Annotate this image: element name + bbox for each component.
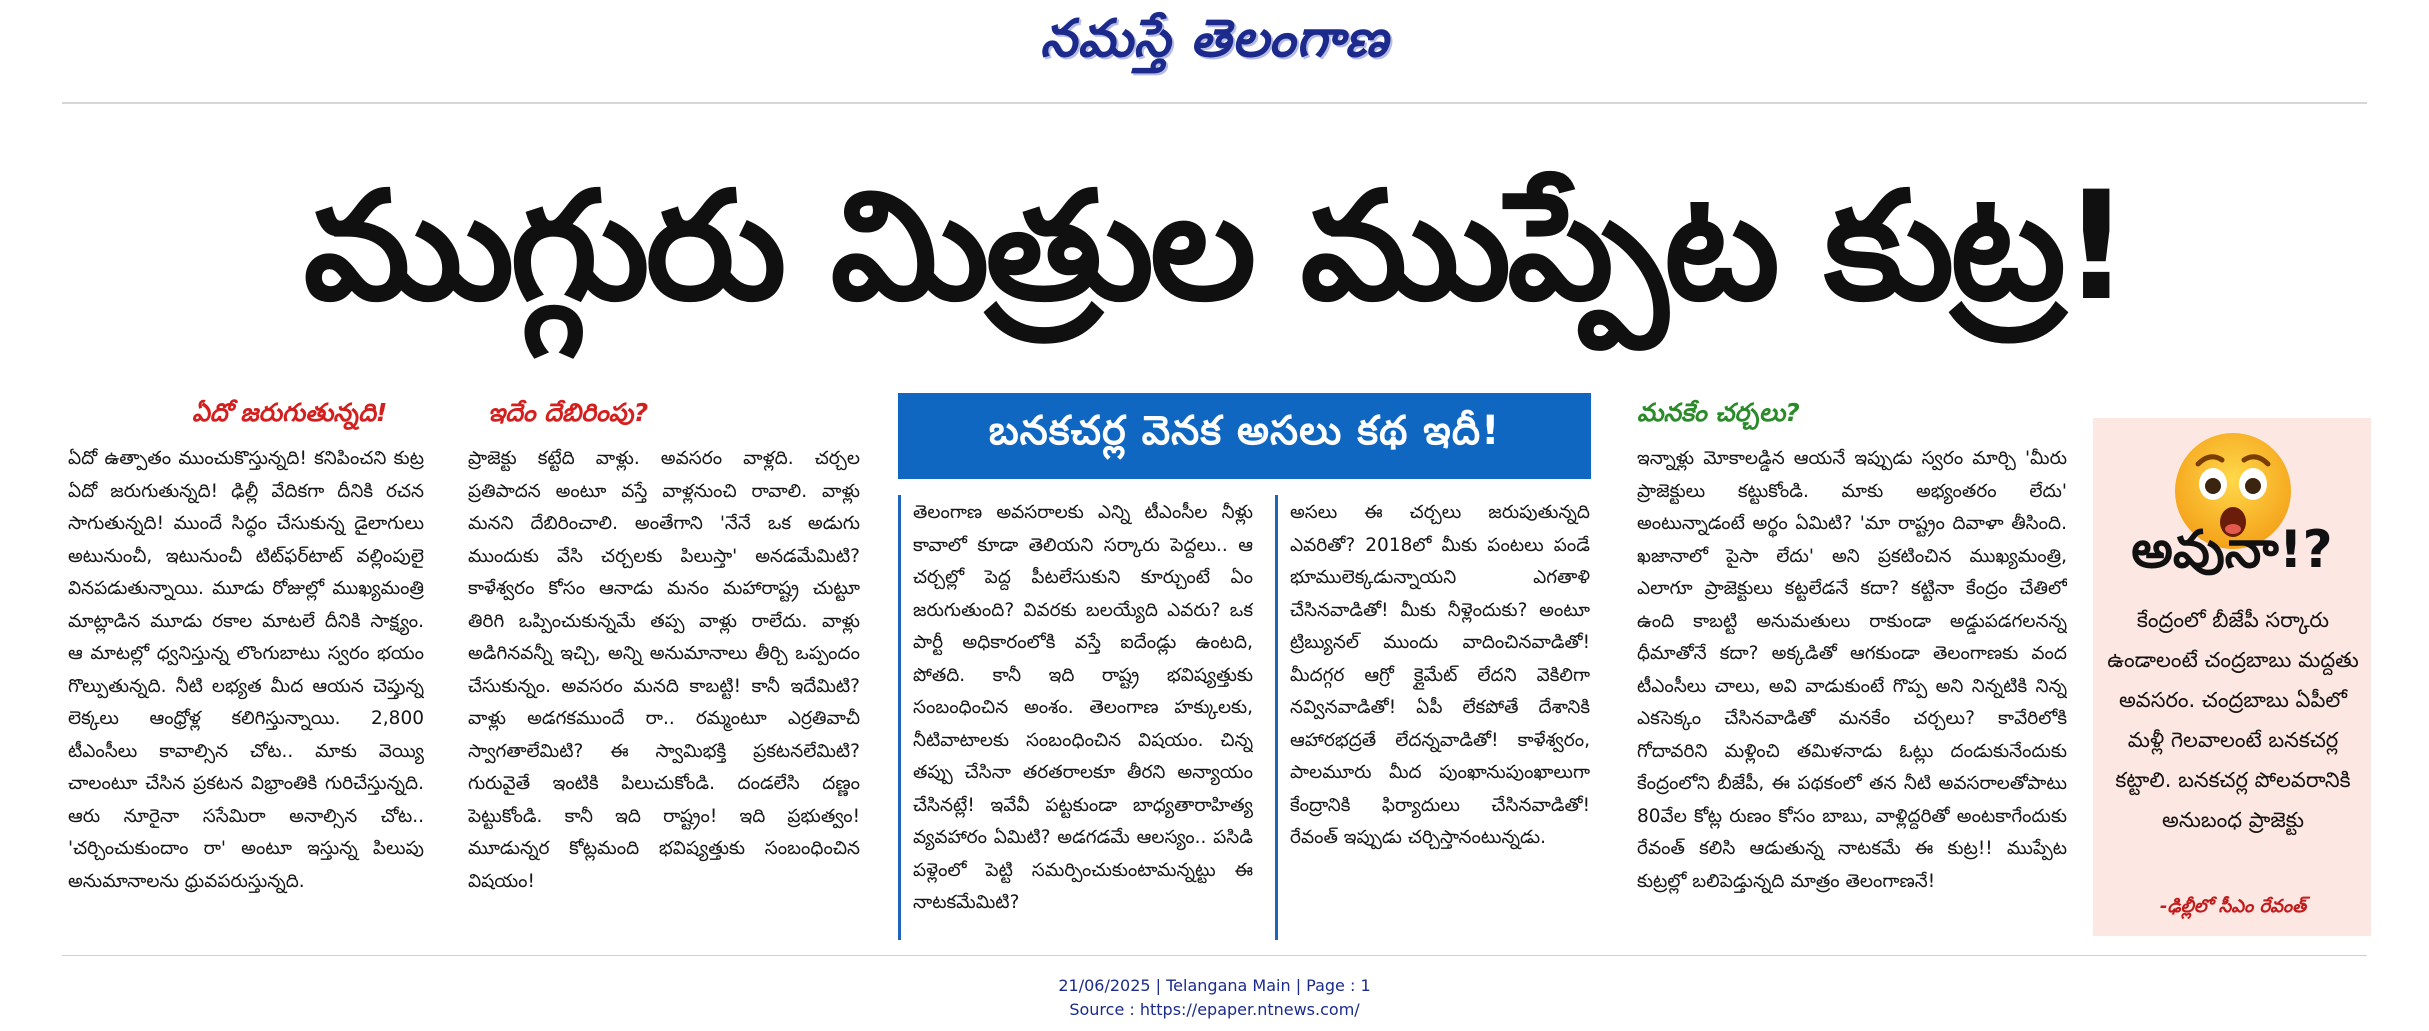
- column-5-kicker: మనకేం చర్చలు?: [1637, 398, 1800, 427]
- sidebar-credit: -ఢిల్లీలో సీఎం రేవంత్: [2159, 896, 2307, 917]
- column-4-body: అసలు ఈ చర్చలు జరుపుతున్నది ఎవరితో? 2018లో మీకు పంటలు పండే భూములెక్కడున్నాయని ఎగతాళి చేసినవాడితో! మీకు నీళ్లెందుకు? అంటూ ట్రిబ్యునల్ ముందు వాదించినవాడితో! మీదగ్గర ఆగ్రో క్లైమేట్ లేదని వెకిలిగా నవ్వినవాడితో! ఏపీ లేకపోతే దేశానికి ఆహారభద్రతే లేదన్నవాడితో! కాళేశ్వరం, పాలమూరు మీద పుంఖానుపుంఖాలుగా కేంద్రానికి ఫిర్యాదులు చేసినవాడితో! రేవంత్ ఇప్పుడు చర్చిస్తానంటున్నడు.: [1290, 502, 1590, 848]
- sidebar-title: అవునా!?: [2131, 520, 2333, 580]
- sidebar-box: [2093, 418, 2371, 936]
- story-box-title: బనకచర్ల వెనక అసలు కథ ఇదీ!: [898, 393, 1591, 479]
- column-5-body: ఇన్నాళ్లు మోకాలడ్డిన ఆయనే ఇప్పుడు స్వరం మార్చి 'మీరు ప్రాజెక్టులు కట్టుకోండి. మాకు అభ్యంతరం లేదు' అంటున్నాడంటే అర్థం ఏమిటి? 'మా రాష్ట్రం దివాళా తీసింది. ఖజానాలో పైసా లేదు' అని ప్రకటించిన ముఖ్యమంత్రి, ఎలాగూ ప్రాజెక్టులు కట్టలేడనే కదా? కట్టినా కేంద్రం చేతిలో ఉంది కాబట్టి అనుమతులు రాకుండా అడ్డుపడగలనన్న ధీమాతోనే కదా? అక్కడితో ఆగకుండా తెలంగాణకు వంద టీఎంసీలు చాలు, అవి వాడుకుంటే గొప్ప అని నిన్నటికి నిన్న ఎకసెక్కం చేసినవాడితో మనకేం చర్చలు? కావేరిలోకి గోదావరిని మళ్లించి తమిళనాడు ఓట్లు దండుకునేందుకు కేంద్రంలోని బీజేపీ, ఈ పథకంలో తన నీటి అవసరాలతోపాటు 80వేల కోట్ల రుణం కోసం బాబు, వాళ్లిద్దరితో అంటకాగేందుకు రేవంత్ కలిసి ఆడుతున్న నాటకమే ఈ కుట్ర!! ముప్పేట కుట్రల్లో బలిపెడ్తున్నది మాత్రం తెలంగాణనే!: [1637, 448, 2067, 892]
- footer-divider: [62, 955, 2367, 956]
- column-2-kicker: ఇదేం దేబిరింపు?: [488, 398, 649, 427]
- column-2-body: ప్రాజెక్టు కట్టేది వాళ్లు. అవసరం వాళ్లది. చర్చల ప్రతిపాదన అంటూ వస్తే వాళ్లనుంచి రావాలి. వాళ్లు మనని దేబిరించాలి. అంతేగాని 'నేనే ఒక అడుగు ముందుకు వేసి చర్చలకు పిలుస్తా' అనడమేమిటి? కాళేశ్వరం కోసం ఆనాడు మనం మహారాష్ట్ర చుట్టూ తిరిగి ఒప్పించుకున్నమే తప్ప వాళ్లు రాలేదు. వాళ్లు అడిగినవన్నీ ఇచ్చి, అన్ని అనుమానాలు తీర్చి ఒప్పందం చేసుకున్నం. అవసరం మనది కాబట్టి! కానీ ఇదేమిటి? వాళ్లు అడగకముందే రా.. రమ్మంటూ ఎర్రతివాచీ స్వాగతాలేమిటి? ఈ స్వామిభక్తి ప్రకటనలేమిటి? గురువైతే ఇంటికి పిలుచుకోండి. దండలేసి దణ్ణం పెట్టుకోండి. కానీ ఇది రాష్ట్రం! ఇది ప్రభుత్వం! మూడున్నర కోట్లమంది భవిష్యత్తుకు సంబంధించిన విషయం!: [468, 448, 860, 892]
- masthead-text: నమస్తే తెలంగాణ: [1040, 8, 1389, 69]
- headline-text: ముగ్గురు మిత్రుల ముప్పేట కుట్ర!: [303, 160, 2127, 334]
- column-3-body: తెలంగాణ అవసరాలకు ఎన్ని టీఎంసీల నీళ్లు కావాలో కూడా తెలియని సర్కారు పెద్దలు.. ఆ చర్చల్లో పెద్ద పీటలేసుకుని కూర్చుంటే ఏం జరుగుతుంది? వివరకు బలయ్యేది ఎవరు? ఒక పార్టీ అధికారంలోకి వస్తే ఐదేండ్లు ఉంటది, పోతది. కానీ ఇది రాష్ట్ర భవిష్యత్తుకు సంబంధించిన అంశం. తెలంగాణ హక్కులకు, నీటివాటాలకు సంబంధించిన విషయం. చిన్న తప్పు చేసినా తరతరాలకూ తీరని అన్యాయం చేసినట్లే! ఇవేవీ పట్టకుండా బాధ్యతారాహిత్య వ్యవహారం ఏమిటి? అడగడమే ఆలస్యం.. పసిడి పళ్లెంలో పెట్టి సమర్పించుకుంటామన్నట్టు ఈ నాటకమేమిటి?: [913, 502, 1253, 913]
- column-1-body: ఏదో ఉత్పాతం ముంచుకొస్తున్నది! కనిపించని కుట్ర ఏదో జరుగుతున్నది! ఢిల్లీ వేదికగా దీనికి రచన సాగుతున్నది! ముందే సిద్ధం చేసుకున్న డైలాగులు అటునుంచీ, ఇటునుంచీ టిట్‌ఫర్‌టాట్ వల్లింపులై వినపడుతున్నాయి. మూడు రోజుల్లో ముఖ్యమంత్రి మాట్లాడిన మూడు రకాల మాటలే దీనికి సాక్ష్యం. ఆ మాటల్లో ధ్వనిస్తున్న లొంగుబాటు స్వరం భయం గొల్పుతున్నది. నీటి లభ్యత మీద ఆయన చెప్తున్న లెక్కలు ఆంధ్రోళ్ల కలిగిస్తున్నాయి. 2,800 టీఎంసీలు కావాల్సిన చోట.. మాకు వెయ్యి చాలంటూ చేసిన ప్రకటన విభ్రాంతికి గురిచేస్తున్నది. ఆరు నూరైనా ససేమిరా అనాల్సిన చోట.. 'చర్చించుకుందాం రా' అంటూ ఇస్తున్న పిలుపు అనుమానాలను ధ్రువపరుస్తున్నది.: [68, 448, 424, 892]
- column-4-rule: [1275, 495, 1278, 940]
- masthead-logo: [0, 8, 2429, 82]
- column-3-rule: [898, 495, 901, 940]
- masthead-divider: [62, 102, 2367, 104]
- headline: [40, 120, 2390, 375]
- column-1-kicker: ఏదో జరుగుతున్నది!: [192, 398, 388, 427]
- footer-source: Source : https://epaper.ntnews.com/: [1069, 1000, 1360, 1019]
- sidebar-quote: కేంద్రంలో బీజేపీ సర్కారు ఉండాలంటే చంద్రబాబు మద్దతు అవసరం. చంద్రబాబు ఏపీలో మళ్లీ గెలవాలంటే బనకచర్ల కట్టాలి. బనకచర్ల పోలవరానికి అనుబంధ ప్రాజెక్టు: [2107, 608, 2359, 832]
- footer-edition-info: 21/06/2025 | Telangana Main | Page : 1: [1058, 976, 1371, 995]
